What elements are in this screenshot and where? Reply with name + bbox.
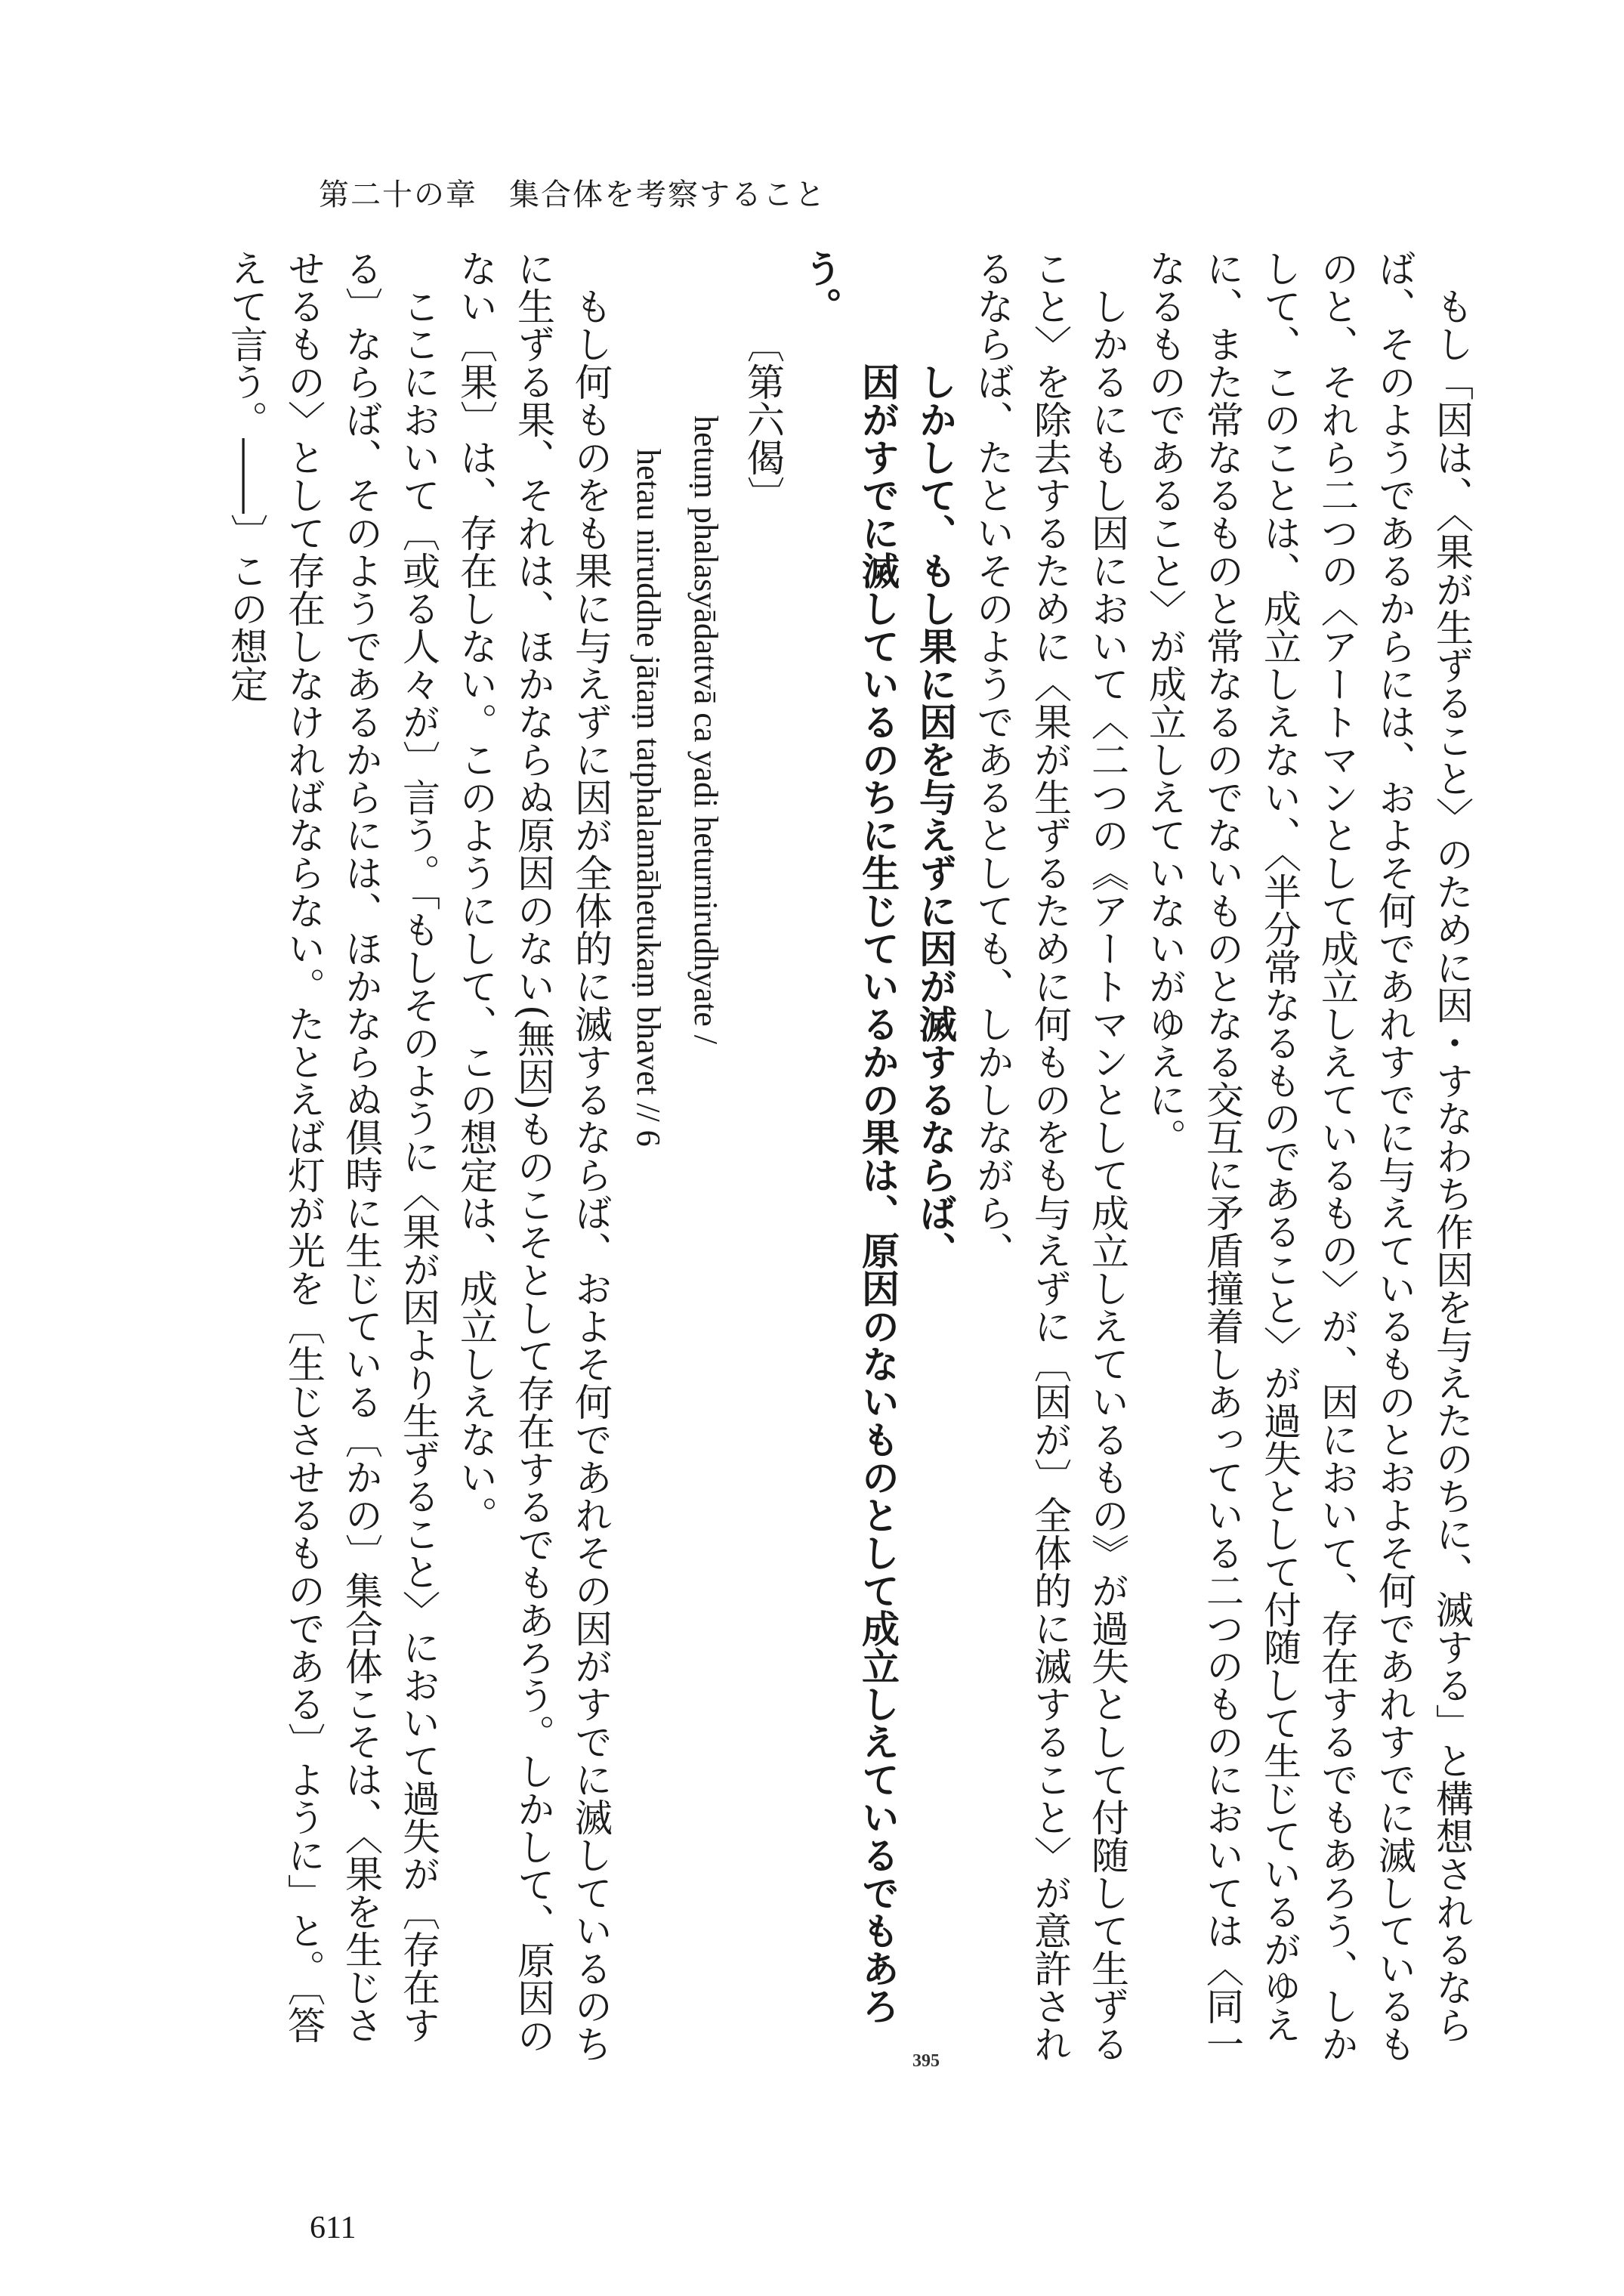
sanskrit-line-1: hetuṃ phalasyādattvā ca yadi heturnirudhyate / [687, 416, 724, 1045]
page-number: 611 [310, 2211, 357, 2245]
commentary-paragraph-2: ここにおいて〔或る人々が〕言う。「もしそのように〈果が因より生ずること〉において過失が〔存在する〕ならば、そのようであるからには、ほかならぬ倶時に生じている〔かの〕集合体こそは、〈果を生じさせるもの〉として存在しなければならない。たとえば灯が光を〔生じさせるものである〕ように」と。〔答えて言う。――〕この想定 [224, 249, 440, 2044]
vertical-body-text [151, 249, 1480, 2078]
commentary-paragraph-1: もし何ものをも果に与えずに因が全体的に滅するならば、およそ何であれその因がすでに滅しているのちに生ずる果、それは、ほかならぬ原因のない(無因)ものこそとして存在するでもあろう。しかして、原因のない〔果〕は、存在しない。このようにして、この想定は、成立しえない。 [454, 249, 613, 2063]
stamp-number: 395 [912, 2051, 940, 2071]
running-head: 第二十の章 集合体を考察すること [319, 178, 826, 212]
verse-label: 〔第六偈〕 [741, 325, 785, 514]
paragraph-1: もし「因は、〈果が生ずること〉のために因・すなわち作因を与えたのちに、滅する」と構想されるならば、そのようであるからには、およそ何であれすでに与えているものとおよそ何であれすでに滅しているものと、それら二つの〈アートマンとして成立しえているもの〉が、因において、存在するでもあろう、しかして、このことは、成立しえない、〈半分常なるものであること〉が過失として付随して生じているがゆえに、また常なるものと常なるのでないものとなる交互に矛盾撞着しあっている二つのものにおいては〈同一なるものであること〉が成立しえていないがゆえに。 [1143, 249, 1474, 2063]
verse-line-2: 因がすでに滅しているのちに生じているかの果は、原因のないものとして成立しえているでもあろう。 [798, 249, 900, 2025]
verse-line-1: しかして、もし果に因を与えずに因が滅するならば、 [913, 363, 958, 1269]
sanskrit-line-2: hetau niruddhe jātaṃ tatphalamāhetukaṃ bhavet // 6 [630, 449, 667, 1147]
paragraph-2: しかるにもし因において〈二つの《アートマンとして成立しえているもの》が過失として付随して生ずること〉を除去するために〈果が生ずるために何ものをも与えずに〔因が〕全体的に滅すること〉が意許されるならば、たといそのようであるとしても、しかしながら、 [971, 249, 1129, 2063]
